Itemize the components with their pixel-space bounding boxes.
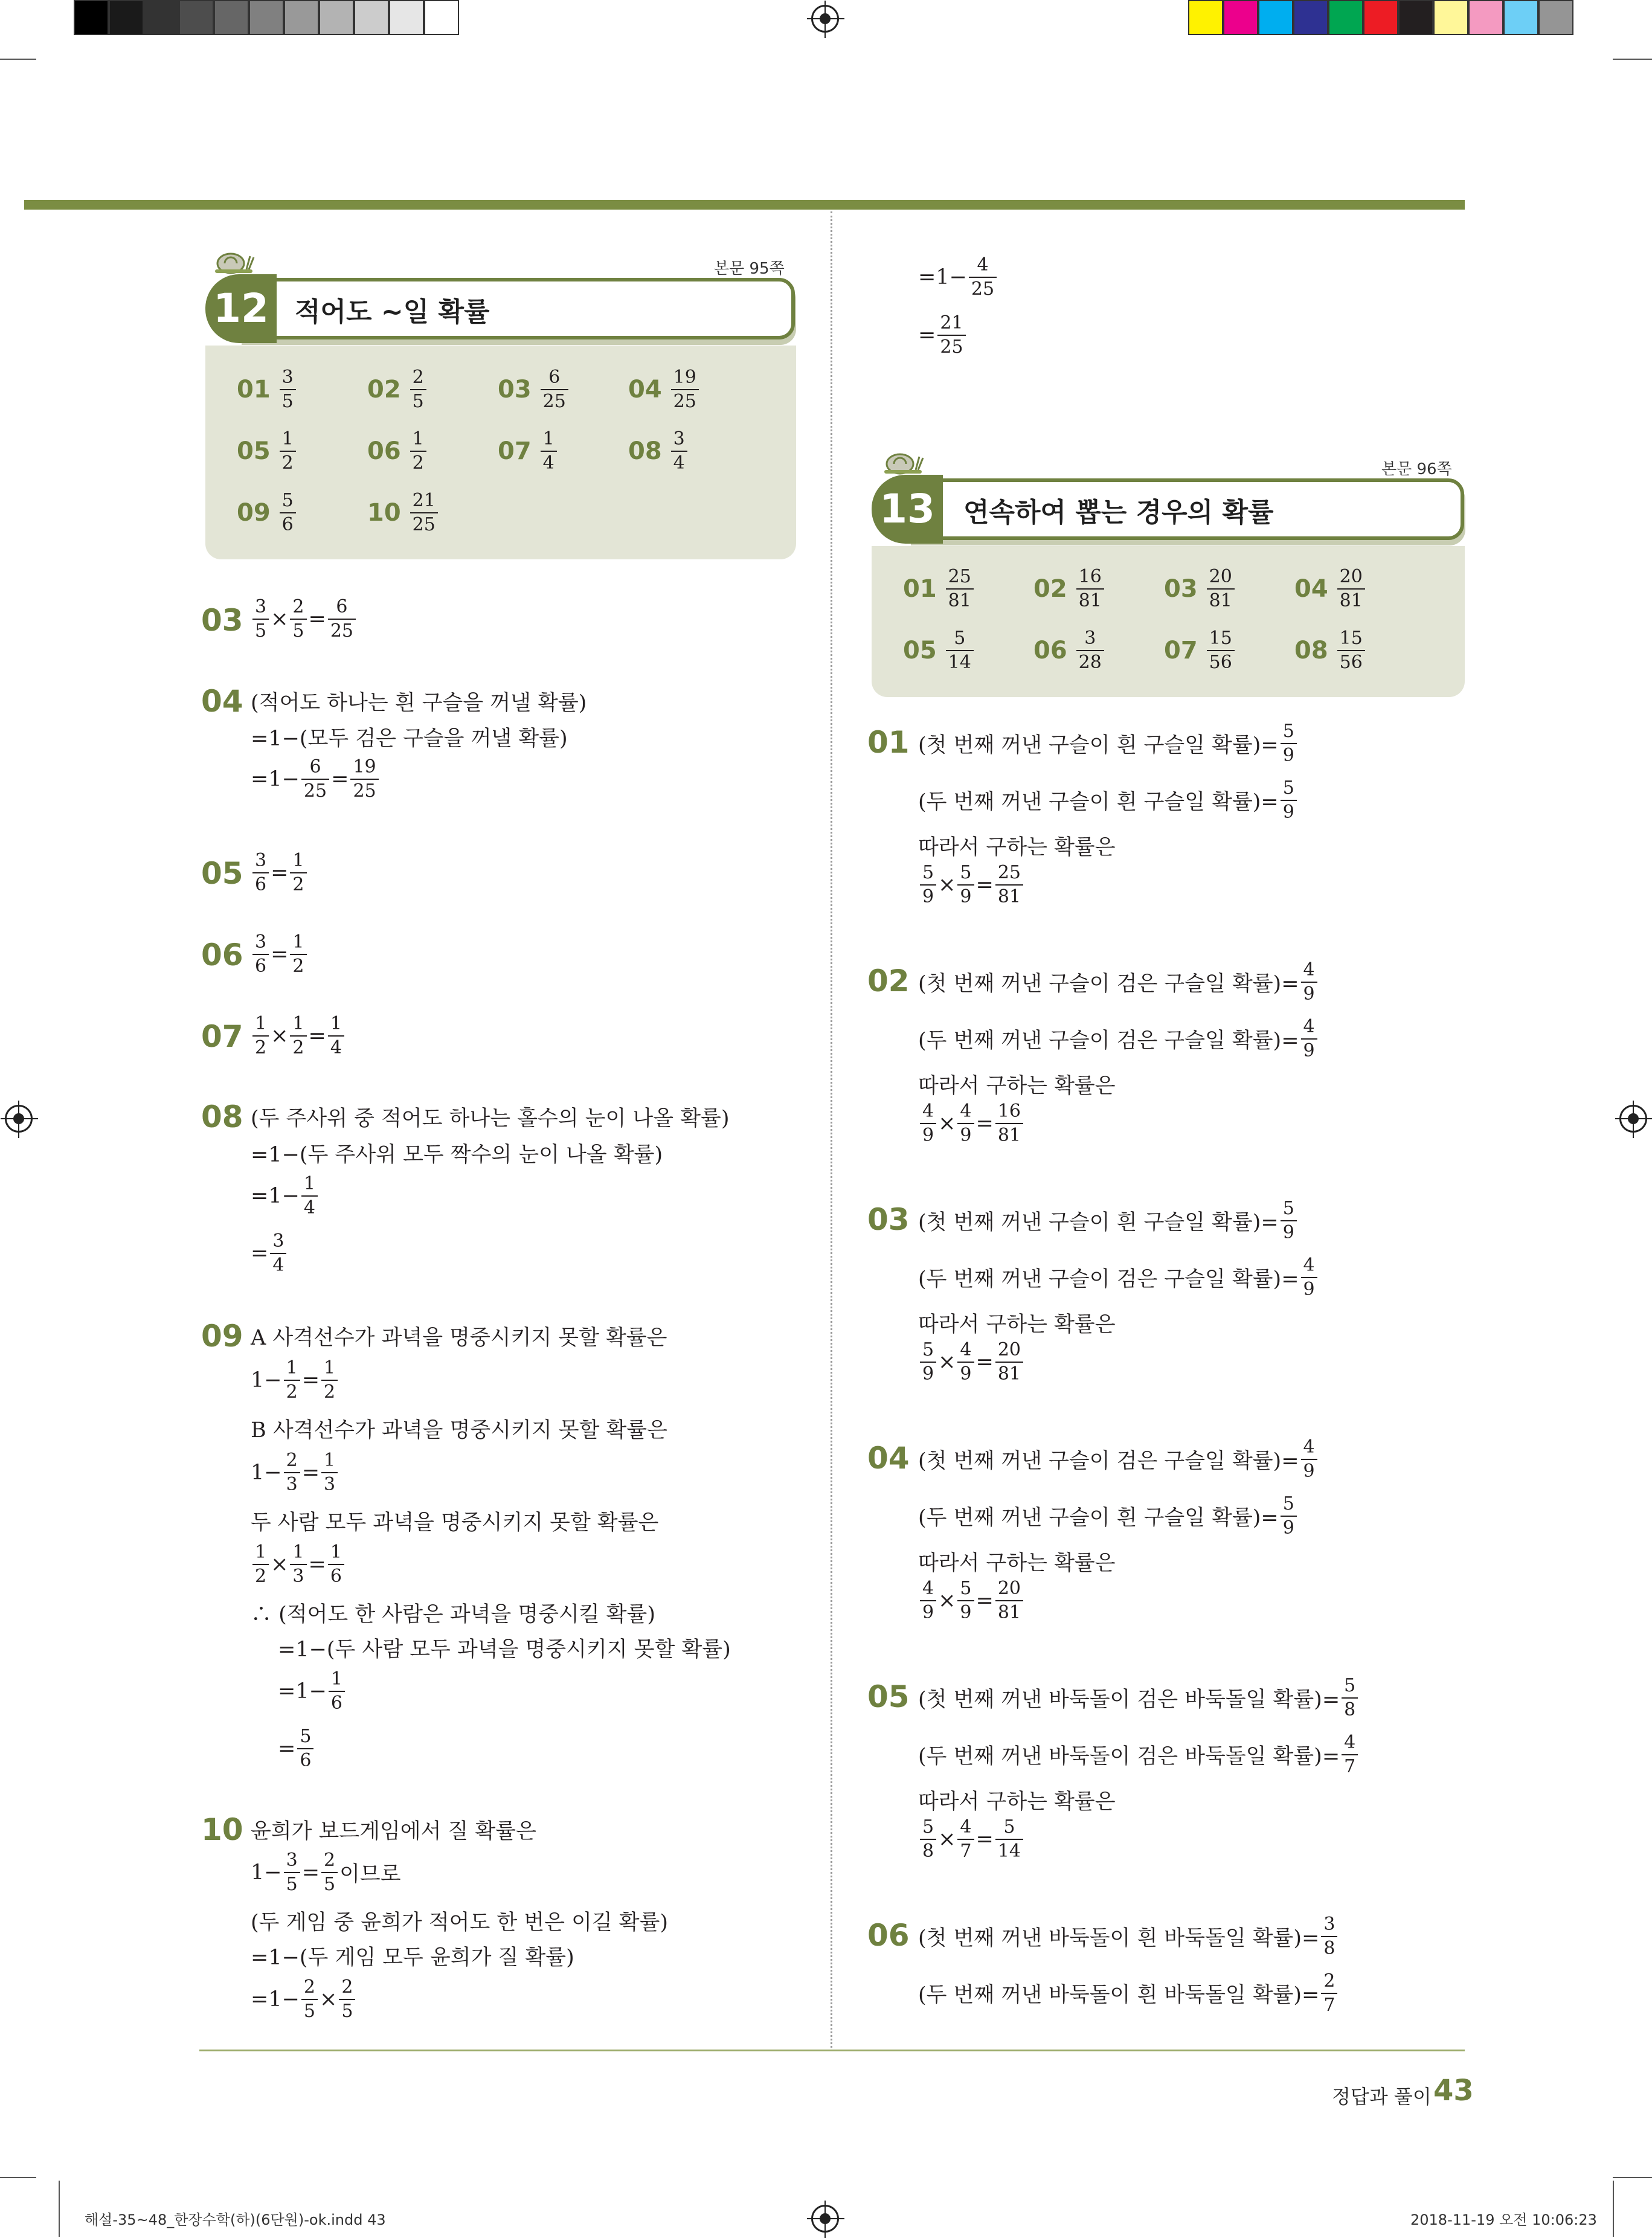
denominator: 14	[995, 1839, 1023, 1860]
answer-number: 07	[1164, 637, 1198, 664]
fraction	[957, 1102, 974, 1145]
numerator: 1	[412, 428, 424, 449]
fraction	[1281, 1200, 1297, 1242]
solution-line: $\frac{3}{6}$ = $\frac{1}{2}$	[251, 852, 309, 894]
solution-line	[918, 1915, 1339, 1958]
problem-number: 03	[867, 1202, 910, 1237]
numerator: 3	[673, 428, 685, 449]
denominator: 9	[1301, 1277, 1317, 1299]
bottom-rule	[199, 2050, 1465, 2051]
fraction	[541, 368, 568, 411]
denominator: 9	[957, 1362, 974, 1383]
problem-number: 02	[867, 963, 910, 998]
solution-line: $\frac{1}{2}$ × $\frac{1}{2}$ = $\frac{1}{4}$	[251, 1015, 346, 1057]
denominator: 4	[541, 451, 557, 472]
numerator: 16	[1078, 566, 1102, 587]
denominator: 14	[946, 650, 974, 672]
color-swatch	[1433, 0, 1468, 35]
denominator: 8	[920, 1839, 936, 1860]
crop-mark	[0, 59, 36, 60]
solution-line: 두 사람 모두 과녁을 명중시키지 못할 확률은	[251, 1511, 659, 1535]
registration-mark-top	[811, 5, 839, 33]
color-swatch	[109, 0, 144, 35]
fraction	[1301, 1256, 1317, 1299]
fraction	[1321, 1915, 1337, 1958]
color-swatch	[74, 0, 109, 35]
section-title: 연속하여 뽑는 경우의 확률	[963, 497, 1274, 528]
color-swatch	[389, 0, 424, 35]
denominator: 25	[671, 389, 699, 411]
numerator: 15	[1209, 628, 1232, 649]
color-swatch	[1538, 0, 1573, 35]
problem-number: 08	[201, 1099, 243, 1134]
numerator: 4	[960, 1816, 972, 1838]
fraction	[671, 368, 699, 411]
numerator: 20	[1209, 566, 1232, 587]
numerator: 16	[997, 1101, 1021, 1122]
color-swatch	[354, 0, 389, 35]
solution-line	[918, 722, 1299, 765]
fraction	[1076, 568, 1104, 610]
denominator: 9	[957, 884, 974, 906]
solution-line: (두 게임 중 윤희가 적어도 한 번은 이길 확률)	[251, 1911, 669, 1935]
numerator: 5	[954, 628, 966, 649]
numerator: 19	[673, 367, 696, 388]
denominator: 9	[1281, 800, 1297, 822]
color-swatch	[319, 0, 354, 35]
solution-line: = $\frac{3}{4}$	[251, 1232, 288, 1275]
snail-icon	[882, 448, 924, 475]
solution-line	[918, 1256, 1319, 1299]
numerator: 4	[1303, 1016, 1315, 1037]
fraction	[1301, 1438, 1317, 1481]
fraction	[995, 1102, 1023, 1145]
numerator: 5	[1282, 777, 1294, 799]
crop-mark	[1613, 2181, 1614, 2237]
fraction	[995, 1580, 1023, 1622]
numerator: 4	[922, 1578, 934, 1599]
solution-line: 1− $\frac{3}{5}$ = $\frac{2}{5}$ 이므로	[251, 1850, 401, 1895]
solution-line: A 사격선수가 과녁을 명중시키지 못할 확률은	[251, 1326, 667, 1350]
color-swatch	[1398, 0, 1433, 35]
problem-number: 04	[867, 1441, 910, 1476]
solution-text: (첫 번째 꺼낸 구슬이 검은 구슬일 확률)=	[918, 1449, 1299, 1473]
fraction	[920, 1341, 936, 1383]
answer-number: 08	[1294, 637, 1328, 664]
solution-line: $\frac{4}{9}$ × $\frac{4}{9}$ = $\frac{16}{81}$	[918, 1102, 1025, 1145]
answer-number: 02	[1033, 575, 1067, 603]
solution-line	[918, 1018, 1319, 1060]
page-label: 정답과 풀이	[1332, 2085, 1432, 2108]
solution-line	[918, 961, 1319, 1003]
answer-number: 03	[498, 376, 532, 404]
solution-line: (적어도 하나는 흰 구슬을 꺼낼 확률)	[251, 691, 587, 715]
numerator: 5	[960, 862, 972, 883]
solution-line: = $\frac{5}{6}$	[278, 1728, 315, 1770]
denominator: 8	[1321, 1936, 1337, 1958]
numerator: 25	[997, 862, 1021, 883]
crop-mark	[1613, 59, 1652, 60]
problem-number: 06	[867, 1918, 910, 1953]
problem-number: 05	[201, 856, 243, 891]
problem-number: 06	[201, 937, 243, 973]
denominator: 7	[1321, 1993, 1337, 2015]
numerator: 5	[922, 862, 934, 883]
numerator: 1	[542, 428, 554, 449]
denominator: 28	[1076, 650, 1104, 672]
denominator: 4	[671, 451, 687, 472]
fraction	[1301, 961, 1317, 1003]
fraction	[946, 629, 974, 672]
solution-text: (첫 번째 꺼낸 구슬이 흰 구슬일 확률)=	[918, 733, 1279, 757]
crop-mark	[59, 2181, 60, 2237]
denominator: 9	[1281, 1220, 1297, 1242]
section-title: 적어도 ~일 확률	[295, 297, 490, 327]
registration-mark-right	[1619, 1105, 1647, 1133]
denominator: 9	[1281, 743, 1297, 765]
solution-line: $\frac{3}{6}$ = $\frac{1}{2}$	[251, 933, 309, 976]
registration-mark-bottom	[811, 2205, 839, 2233]
problem-number: 10	[201, 1812, 243, 1847]
snail-icon	[213, 248, 255, 274]
solution-text: (첫 번째 꺼낸 구슬이 흰 구슬일 확률)=	[918, 1211, 1279, 1235]
solution-line: =1− $\frac{2}{5}$ × $\frac{2}{5}$	[251, 1978, 357, 2021]
crop-mark	[1613, 2177, 1652, 2178]
solution-line: 윤희가 보드게임에서 질 확률은	[251, 1819, 536, 1844]
numerator: 4	[922, 1101, 934, 1122]
solution-line	[918, 779, 1299, 822]
fraction	[957, 864, 974, 906]
solution-line: =1− $\frac{6}{25}$ = $\frac{19}{25}$	[251, 758, 381, 800]
color-swatch	[179, 0, 214, 35]
denominator: 81	[1337, 588, 1365, 610]
color-swatch	[214, 0, 249, 35]
fraction	[410, 492, 438, 534]
answer-number: 09	[237, 499, 271, 527]
answer-number: 06	[1033, 637, 1067, 664]
numerator: 5	[1282, 721, 1294, 742]
numerator: 4	[1303, 959, 1315, 980]
numerator: 21	[412, 490, 435, 511]
color-swatch	[424, 0, 459, 35]
numerator: 4	[1303, 1436, 1315, 1458]
fraction	[920, 1580, 936, 1622]
denominator: 56	[1337, 650, 1365, 672]
fraction	[995, 1341, 1023, 1383]
color-swatch	[144, 0, 179, 35]
column-divider	[831, 211, 832, 2048]
denominator: 9	[920, 1123, 936, 1145]
numerator: 5	[1282, 1198, 1294, 1219]
answer-number: 10	[367, 499, 401, 527]
footer-filename: 해설-35~48_한장수학(하)(6단원)-ok.indd 43	[85, 2211, 386, 2228]
answer-item	[1294, 568, 1367, 610]
numerator: 25	[948, 566, 971, 587]
denominator: 25	[410, 512, 438, 534]
problem-number: 05	[867, 1679, 910, 1714]
fraction	[946, 568, 974, 610]
answer-number: 01	[903, 575, 937, 603]
page-number: 43	[1433, 2074, 1474, 2108]
solution-line: 따라서 구하는 확률은	[918, 1074, 1116, 1098]
solution-line	[918, 1972, 1339, 2015]
fraction	[957, 1818, 974, 1860]
fraction	[1281, 779, 1297, 822]
fraction	[1301, 1018, 1317, 1060]
denominator: 56	[1207, 650, 1235, 672]
color-swatch	[1223, 0, 1258, 35]
problem-number: 04	[201, 684, 243, 719]
fraction	[1337, 629, 1365, 672]
numerator: 2	[1323, 1970, 1335, 1992]
answer-item	[903, 629, 975, 672]
denominator: 81	[1076, 588, 1104, 610]
denominator: 5	[280, 389, 296, 411]
solution-line	[918, 1677, 1360, 1719]
answer-item	[498, 430, 559, 472]
numerator: 20	[997, 1339, 1021, 1360]
section-number: 12	[205, 274, 277, 343]
numerator: 5	[922, 1339, 934, 1360]
denominator: 8	[1342, 1697, 1358, 1719]
fraction	[280, 492, 296, 534]
answer-item	[237, 492, 298, 534]
solution-line: ∴ (적어도 한 사람은 과녁을 명중시킬 확률)	[251, 1603, 656, 1627]
solution-text: 이므로	[339, 1862, 401, 1886]
denominator: 2	[410, 451, 426, 472]
solution-line: B 사격선수가 과녁을 명중시키지 못할 확률은	[251, 1418, 667, 1442]
denominator: 9	[920, 884, 936, 906]
section-number: 13	[872, 475, 943, 544]
solution-line: $\frac{5}{9}$ × $\frac{5}{9}$ = $\frac{25}{81}$	[918, 864, 1025, 906]
numerator: 20	[1339, 566, 1363, 587]
problem-number: 09	[201, 1319, 243, 1354]
fraction	[1281, 722, 1297, 765]
numerator: 15	[1339, 628, 1363, 649]
answer-item	[237, 368, 298, 411]
numerator: 4	[1344, 1732, 1356, 1753]
numerator: 4	[960, 1101, 972, 1122]
solution-text: (첫 번째 꺼낸 구슬이 검은 구슬일 확률)=	[918, 972, 1299, 996]
solution-text: (두 번째 꺼낸 바둑돌이 검은 바둑돌일 확률)=	[918, 1744, 1340, 1769]
solution-line: $\frac{3}{5}$ × $\frac{2}{5}$ = $\frac{6}{25}$	[251, 598, 358, 640]
color-swatch	[1503, 0, 1538, 35]
fraction	[957, 1580, 974, 1622]
fraction	[1337, 568, 1365, 610]
numerator: 5	[960, 1578, 972, 1599]
denominator: 9	[1301, 982, 1317, 1003]
denominator: 81	[946, 588, 974, 610]
solution-line: $\frac{4}{9}$ × $\frac{5}{9}$ = $\frac{20}{81}$	[918, 1580, 1025, 1622]
solution-line: 따라서 구하는 확률은	[918, 1551, 1116, 1575]
answer-item	[367, 430, 428, 472]
solution-line: =1− $\frac{4}{25}$	[918, 256, 998, 298]
color-swatch	[1468, 0, 1503, 35]
answer-number: 08	[628, 437, 662, 465]
denominator: 81	[1207, 588, 1235, 610]
fraction	[541, 430, 557, 472]
answer-number: 03	[1164, 575, 1198, 603]
fraction	[920, 1102, 936, 1145]
numerator: 5	[1344, 1675, 1356, 1696]
top-accent-bar	[24, 200, 1465, 210]
denominator: 9	[957, 1600, 974, 1622]
fraction	[671, 430, 687, 472]
solution-line: =1− $\frac{1}{4}$	[251, 1175, 320, 1217]
color-swatch	[249, 0, 284, 35]
solution-line: $\frac{1}{2}$ × $\frac{1}{3}$ = $\frac{1}{6}$	[251, 1543, 346, 1586]
answer-item	[498, 368, 570, 411]
answer-number: 05	[903, 637, 937, 664]
solution-line: $\frac{5}{9}$ × $\frac{4}{9}$ = $\frac{20}{81}$	[918, 1341, 1025, 1383]
denominator: 5	[410, 389, 426, 411]
solution-line: =1− $\frac{1}{6}$	[278, 1670, 347, 1712]
solution-line: =1−(두 사람 모두 과녁을 명중시키지 못할 확률)	[278, 1638, 731, 1662]
answer-number: 06	[367, 437, 401, 465]
fraction	[1321, 1972, 1337, 2015]
answer-number: 01	[237, 376, 271, 404]
solution-line: 1− $\frac{2}{3}$ = $\frac{1}{3}$	[251, 1452, 339, 1494]
answer-item	[1164, 568, 1236, 610]
numerator: 3	[281, 367, 294, 388]
fraction	[410, 430, 426, 472]
numerator: 3	[1084, 628, 1096, 649]
color-swatch	[1258, 0, 1293, 35]
solution-text: (두 번째 꺼낸 바둑돌이 흰 바둑돌일 확률)=	[918, 1983, 1320, 2007]
fraction	[280, 430, 296, 472]
denominator: 81	[995, 1123, 1023, 1145]
denominator: 9	[1301, 1459, 1317, 1481]
numerator: 20	[997, 1578, 1021, 1599]
footer-datetime: 2018-11-19 오전 10:06:23	[1410, 2211, 1597, 2228]
denominator: 2	[280, 451, 296, 472]
solution-line: 따라서 구하는 확률은	[918, 1313, 1116, 1337]
solution-text: (두 번째 꺼낸 구슬이 흰 구슬일 확률)=	[918, 1506, 1279, 1530]
solution-text: (첫 번째 꺼낸 바둑돌이 흰 바둑돌일 확률)=	[918, 1926, 1320, 1950]
numerator: 2	[412, 367, 424, 388]
color-swatch	[1188, 0, 1223, 35]
denominator: 9	[920, 1362, 936, 1383]
problem-number: 03	[201, 603, 243, 638]
problem-number: 07	[201, 1019, 243, 1054]
solution-line: 따라서 구하는 확률은	[918, 835, 1116, 860]
answer-number: 07	[498, 437, 532, 465]
page-reference: 본문 96쪽	[1381, 460, 1452, 478]
answer-item	[1033, 568, 1106, 610]
numerator: 6	[548, 367, 561, 388]
numerator: 5	[1282, 1493, 1294, 1514]
solution-line: 따라서 구하는 확률은	[918, 1790, 1116, 1814]
denominator: 81	[995, 1362, 1023, 1383]
denominator: 81	[995, 1600, 1023, 1622]
solution-line: 1− $\frac{1}{2}$ = $\frac{1}{2}$	[251, 1359, 339, 1401]
denominator: 7	[957, 1839, 974, 1860]
denominator: 9	[1281, 1516, 1297, 1537]
denominator: 9	[920, 1600, 936, 1622]
solution-line: (두 주사위 중 적어도 하나는 홀수의 눈이 나올 확률)	[251, 1107, 730, 1131]
solution-line	[918, 1734, 1360, 1776]
answer-number: 04	[1294, 575, 1328, 603]
answer-item	[367, 492, 440, 534]
solution-line: = $\frac{21}{25}$	[918, 314, 968, 356]
answer-item	[628, 430, 689, 472]
fraction	[995, 864, 1023, 906]
numerator: 1	[281, 428, 294, 449]
denominator: 9	[1301, 1038, 1317, 1060]
fraction	[920, 1818, 936, 1860]
answer-item	[237, 430, 298, 472]
problem-number: 01	[867, 725, 910, 760]
fraction	[957, 1341, 974, 1383]
numerator: 4	[960, 1339, 972, 1360]
solution-line: =1−(두 주사위 모두 짝수의 눈이 나올 확률)	[251, 1143, 663, 1167]
color-swatch	[284, 0, 319, 35]
solution-line: =1−(두 게임 모두 윤희가 질 확률)	[251, 1946, 574, 1970]
solution-line	[918, 1200, 1299, 1242]
fraction	[1342, 1734, 1358, 1776]
answer-item	[1164, 629, 1236, 672]
crop-mark	[0, 2177, 36, 2178]
answer-item	[1033, 629, 1106, 672]
fraction	[1207, 629, 1235, 672]
solution-line: $\frac{5}{8}$ × $\frac{4}{7}$ = $\frac{5}{14}$	[918, 1818, 1025, 1860]
color-swatch	[1293, 0, 1328, 35]
numerator: 3	[1323, 1914, 1335, 1935]
solution-text: (두 번째 꺼낸 구슬이 흰 구슬일 확률)=	[918, 790, 1279, 814]
denominator: 81	[995, 884, 1023, 906]
color-swatch	[1363, 0, 1398, 35]
fraction	[1076, 629, 1104, 672]
answer-item	[628, 368, 701, 411]
color-swatch	[1328, 0, 1363, 35]
solution-line	[918, 1438, 1319, 1481]
denominator: 7	[1342, 1754, 1358, 1776]
denominator: 25	[541, 389, 568, 411]
fraction	[995, 1818, 1023, 1860]
numerator: 4	[1303, 1255, 1315, 1276]
answer-number: 02	[367, 376, 401, 404]
page-reference: 본문 95쪽	[714, 260, 785, 278]
solution-line	[918, 1495, 1299, 1537]
answer-item	[1294, 629, 1367, 672]
fraction	[280, 368, 296, 411]
fraction	[920, 864, 936, 906]
fraction	[1207, 568, 1235, 610]
fraction	[1281, 1495, 1297, 1537]
solution-text: (두 번째 꺼낸 구슬이 검은 구슬일 확률)=	[918, 1267, 1299, 1291]
numerator: 5	[1003, 1816, 1015, 1838]
answer-number: 04	[628, 376, 662, 404]
answer-item	[903, 568, 975, 610]
denominator: 6	[280, 512, 296, 534]
numerator: 5	[281, 490, 294, 511]
registration-mark-left	[5, 1105, 33, 1133]
answer-item	[367, 368, 428, 411]
answer-number: 05	[237, 437, 271, 465]
solution-text: (두 번째 꺼낸 구슬이 검은 구슬일 확률)=	[918, 1029, 1299, 1053]
solution-text: (첫 번째 꺼낸 바둑돌이 검은 바둑돌일 확률)=	[918, 1688, 1340, 1712]
denominator: 9	[957, 1123, 974, 1145]
fraction	[410, 368, 426, 411]
solution-line: =1−(모두 검은 구슬을 꺼낼 확률)	[251, 727, 568, 751]
fraction	[1342, 1677, 1358, 1719]
numerator: 5	[922, 1816, 934, 1838]
